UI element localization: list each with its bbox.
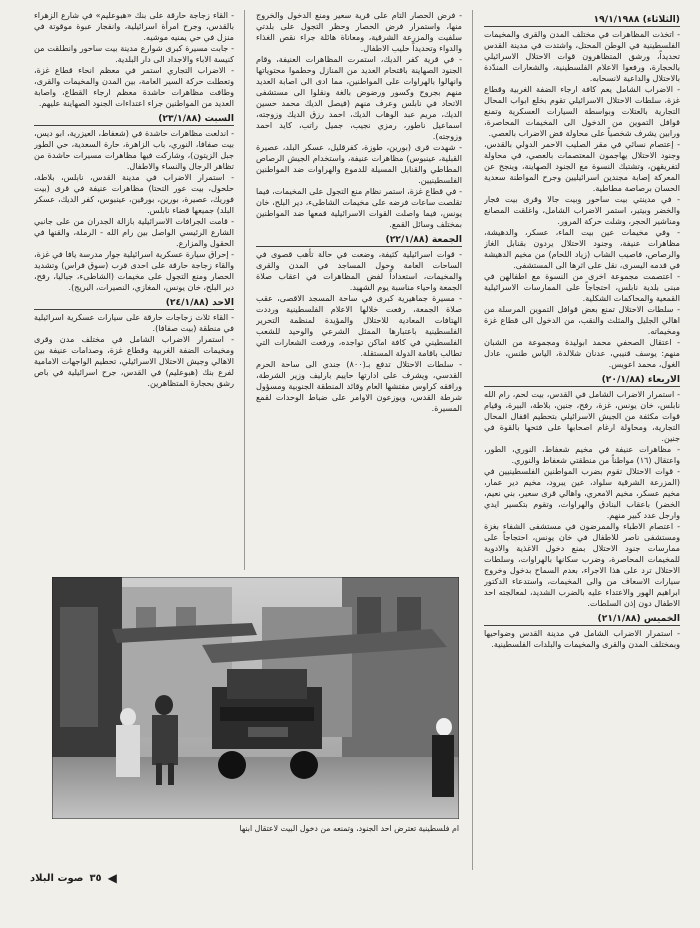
news-paragraph: - الاضراب التجاري استمر في معظم انحاء قطاع غزة، وتعطلت حركة السير العامة، بين المدن والمخيمات والقرى، وطافت مظاهرات حاشدة معظم ارجاء القطاع، واصابة العديد من المواطنين جراء اعتداءات الجنود الصهاينة عليهم. — [34, 65, 234, 108]
news-paragraph: - إحراق سيارة عسكرية اسرائيلية جوار مدرسة يافا في غزة، والقاء زجاجة حارقة على احدى قرب (سوق فراس) وتشديد الحصار ومنع التجول على مخيمات (الشاطىء، جباليا، رفح، دير البلح، خان يونس، المغازي، النصيرات، البريج). — [34, 249, 234, 292]
dated-section — [484, 374, 680, 609]
dated-section — [34, 10, 234, 109]
section-date-heading: (الثلاثاء) ١٩/١/١٩٨٨ — [484, 14, 680, 27]
column-divider-right — [472, 10, 473, 870]
news-paragraph: - استمرار الاضراب الشامل في القدس، بيت لحم، رام الله نابلس، خان يونس، غزة، رفح، جنين، بلاطة، البيرة، وقيام قوات مكثفة من الجيش الاسرائيلي بتحطيم اقفال المحال التجارية، ومحاولة ارغام اصحابها على فتحها بالقوة في جنين. — [484, 389, 680, 443]
news-paragraph: - وفي مخيمات عين بيت الماء، عسكر، والدهيشة، مظاهرات عنيفة، وجنود الاحتلال يردون بقنابل الغاز والرصاص، فاصيب الشاب (زياد اللحام) من مخيم الدهيشة في قدمه اليسرى، نقل على اثرها الى المستشفى. — [484, 227, 680, 270]
left-column — [34, 10, 234, 568]
column-divider-left — [244, 10, 245, 570]
dated-section — [484, 14, 680, 370]
news-paragraph: - مسيرة جماهيرية كبرى في ساحة المسجد الاقصى، عقب صلاة الجمعة، رفعت خلالها الاعلام الفلسطينية ورددت الهتافات المعادية للاحتلال والمؤيدة لمنظمة التحرير الفلسطينية باعتبارها الممثل الشرعي والوحيد للشعب الفلسطيني في كافة اماكن تواجده، ورفعت الشعارات التي تطالب باقامة الدولة المستقلة. — [256, 293, 462, 358]
news-paragraph: - في مدينتي بيت ساحور وبيت جالا وقرى بيت فجار والخضر وبيتير، استمر الاضراب الشامل، واغلقت المصانع ومناشير الحجر، وشلت حركة المرور. — [484, 194, 680, 226]
news-paragraph: - قوات الاحتلال تقوم بضرب المواطنين الفلسطينيين في (المزرعة الشرقية سلواد، عين يبرود، مخيم دير عمار، مخيم عسكر، مخيم الامعري، واهالي قرى سعير، بني نعيم، الخضر) باعقاب البنادق والهراوات، وتقوم بتكسير ايدي وارجل عدد كبير منهم. — [484, 466, 680, 520]
news-paragraph: - في قرية كفر الديك، استمرت المظاهرات العنيفة، وقام الجنود الصهاينة باقتحام العديد من المنازل وحطموا محتوياتها وانهالوا بالهراوات على المواطنين، مما ادى الى اصابة العديد منهم بجروح وكسور ورضوض بالغة ونقلوا الى مستشفى الاتحاد في نابلس وعرف منهم (فيصل الديك محمد حسين الديك، مريم عبد الوهاب الديك، احمد رزق الديك وزوجته، اسماعيل ناطور، رمزي نجيب، جميل راتب، كايد احمد وزوجته). — [256, 54, 462, 141]
dated-section — [256, 10, 462, 230]
news-paragraph: - قامت الجرافات الاسرائيلية بازالة الجدران من على جانبي الشارع الرئيسي الواصل بين رام الله - الرملة، والقنها في الحقول والمزارع. — [34, 216, 234, 248]
magazine-name: صوت البلاد — [30, 872, 84, 884]
dated-section — [484, 613, 680, 650]
news-paragraph: - في قطاع غزة، استمر نظام منع التجول على المخيمات، فيما تقلصت ساعات فرضه على مخيمات الشاطىء، دير البلح، خان يونس، فيما واصلت القوات الاسرائيلية قمعها ضد المواطنين بمختلف وسائل القمع. — [256, 186, 462, 229]
section-date-heading: الجمعة (٢٢/١/٨٨) — [256, 234, 462, 247]
news-paragraph: - اعتصام الاطباء والممرضون في مستشفى الشفاء بغزة ومستشفى ناصر للاطفال في خان يونس، احتجاجاً على ممارسات جنود الاحتلال بمنع دخول الاغذية والادوية للمخيمات المحاصرة، وضرب سكانها بالهراوات، وسلطات الاحتلال ترد على هذا الاجراء، بعدم السماح بدخول وخروج سيارات الاسعاف من والى المخيمات، واستدعاء الدكتور ابراهيم الهور والاعتداء عليه بالضرب الشديد، لمعالجته احد الاطفال دون إذن السلطات. — [484, 521, 680, 608]
news-paragraph: - إعتصام نسائي في مقر الصليب الاحمر الدولي بالقدس، وجنود الاحتلال يهاجمون المعتصمات بالعصي، في محاولة لتفريقهن، وتشتبك النسوة مع الجنود الصهاينة، وينجح عن المعركة إصابة مجندين اسرائيليين وجرح المواطنة سعدية الحسان برصاصة مطاطية. — [484, 139, 680, 193]
photo-caption: ام فلسطينية تعترض احد الجنود، وتمنعه من دخول البيت لاعتقال ابنها — [239, 824, 459, 833]
news-paragraph: - استمرار الاضراب الشامل في مدينة القدس وضواحيها وبمختلف المدن والقرى والمخيمات والبلدات الفلسطينية. — [484, 628, 680, 649]
news-paragraph: - اعتصمت مجموعة اخرى من النسوة مع اطفالهن في مبنى بلدية نابلس، احتجاجاً على الممارسات الاسرائيلية القمعية والمحاكمات الشكلية. — [484, 271, 680, 303]
news-paragraph: - مظاهرات عنيفة في مخيم شعفاط، النوري، الطور، واعتقال (١٦) مواطناً من منطقتي شعفاط والنوري. — [484, 444, 680, 465]
news-paragraph: - سلطات الاحتلال تدفع بـ(٨٠٠) جندي الى ساحة الحرم القدسي، ويشرف على ادارتها حاييم بارليف وزير الشرطة، ورافقه كراوس مفتشها العام وقائد المنطقة الجنوبية ومسؤول شرطة القدس، ويوزعون الاوامر على ضباط الوحدات لقمع المسيرة. — [256, 359, 462, 413]
dated-section — [34, 113, 234, 293]
section-date-heading: السبت (٢٣/١/٨٨) — [34, 113, 234, 126]
news-paragraph: - فرض الحصار التام على قرية سعير ومنع الدخول والخروج منها، واستمرار فرض الحصار وحظر التجول على بلدتي سلفيت والمزرعة الشرقية، ومعاناة هائلة جراء نقص الغذاء والدواء وتحديداً حليب الاطفال. — [256, 10, 462, 53]
news-paragraph: - اندلعت مظاهرات حاشدة في (شعفاط، العيزرية، ابو ديس، بيت صفافا، النوري، باب الزاهرة، حارة السعدية، حي الطور جبل الزيتون)، وشاركت فيها مظاهرات مسيرات حاشدة من تظاهر الرجال والنساء والاطفال. — [34, 128, 234, 171]
page-number: ٣٥ — [89, 872, 102, 884]
news-paragraph: - جابت مسيرة كبرى شوارع مدينة بيت ساحور وانطلقت من كنيسة الاباء والاجداد الى دار البلدية. — [34, 43, 234, 64]
street-scene-photo — [52, 577, 459, 819]
news-paragraph: - استمرار الاضراب الشامل في مختلف مدن وقرى ومخيمات الضفة الغربية وقطاع غزة، وصدامات عنيفة بين الاهالي وجيش الاحتلال الاسرائيلي، تحطيم الواجهات الامامية لفرع بنك (هبوعليم) في القدس، جرح اسرائيلية في باص رشق بحجارة المتظاهرين. — [34, 334, 234, 388]
news-paragraph: - استمرار الاضراب في مدينة القدس، نابلس، بلاطة، حلحول، بيت عور التحتا) مظاهرات عنيفة في قرى (بيت فوريك، عصيرة، بورين، بورقين، عينبوس، كفر الديك، عسكر البلد) جميعها قضاء نابلس. — [34, 172, 234, 215]
middle-column — [256, 10, 462, 568]
news-paragraph: - القاء ثلاث زجاجات حارقة على سيارات عسكرية اسرائيلية في منطقة (بيت صفافا). — [34, 312, 234, 333]
news-paragraph: - قوات اسرائيلية كثيفة، وضعت في حالة تأهب قصوى في الساحات العامة وحول المساجد في المدن والقرى والمخيمات، استعداداً لفض المظاهرات في اعقاب صلاة الجمعة واحياء مناسبة يوم الشهيد. — [256, 249, 462, 292]
right-column — [484, 10, 680, 870]
news-paragraph: - اعتقال الصحفي محمد ابوليدة ومجموعة من الشبان منهم: يوسف قنيبي، عدنان شلالدة، الياس طنس، عادل الغول، محمد اعويس. — [484, 337, 680, 369]
news-paragraph: - الاضراب الشامل يعم كافة ارجاء الضفة الغربية وقطاع غزة، سلطات الاحتلال الاسرائيلي تقوم بخلع ابواب المحال التجارية بالعتلات وبواسطة السيارات العسكرية وتمنع قوافل التموين من الدخول الى المخيمات المحاصرة، ورابين يشرف شخصياً على محاولة فض الاضراب بالعصي. — [484, 84, 680, 138]
section-date-heading: الخميس (٢١/١/٨٨) — [484, 613, 680, 626]
section-date-heading: الاحد (٢٤/١/٨٨) — [34, 297, 234, 310]
dated-section — [256, 234, 462, 414]
arrow-left-icon: ◀ — [107, 871, 117, 885]
news-paragraph: - شهدت قرى (بورين، طوزة، كفرقليل، عسكر البلد، عصيرة القبلية، عينبوس) مظاهرات عنيفة، واستخدام الجيش الرصاص المطاطي والقنابل المسيلة للدموع والهراوات ضد المواطنين الفلسطينيين. — [256, 142, 462, 185]
page-footer — [30, 871, 117, 885]
news-photo — [52, 577, 459, 819]
news-paragraph: - اتخذت المظاهرات في مختلف المدن والقرى والمخيمات الفلسطينية في الوطن المحتل، واشتدت في مدينة القدس تحديداً، ورشق المتظاهرون قوات الاحتلال الاسرائيلي بالحجارة، ورفعوا الاعلام الفلسطينية، والشعارات المندّدة بالاحتلال والداعية لانسحابه. — [484, 29, 680, 83]
section-date-heading: الاربعاء (٢٠/١/٨٨) — [484, 374, 680, 387]
news-paragraph: - القاء زجاجة حارقة على بنك «هبوعليم» في شارع الزهراء بالقدس، وجرح امرأة اسرائيلية، وانفجار عبوة موقوتة في منزل في حي يمنيه موشيه. — [34, 10, 234, 42]
dated-section — [34, 297, 234, 389]
news-paragraph: - سلطات الاحتلال تمنع بعض قوافل التموين المرسلة من اهالي الجليل والمثلث والنقب، من الدخول الى قطاع غزة ومخيماته. — [484, 304, 680, 336]
